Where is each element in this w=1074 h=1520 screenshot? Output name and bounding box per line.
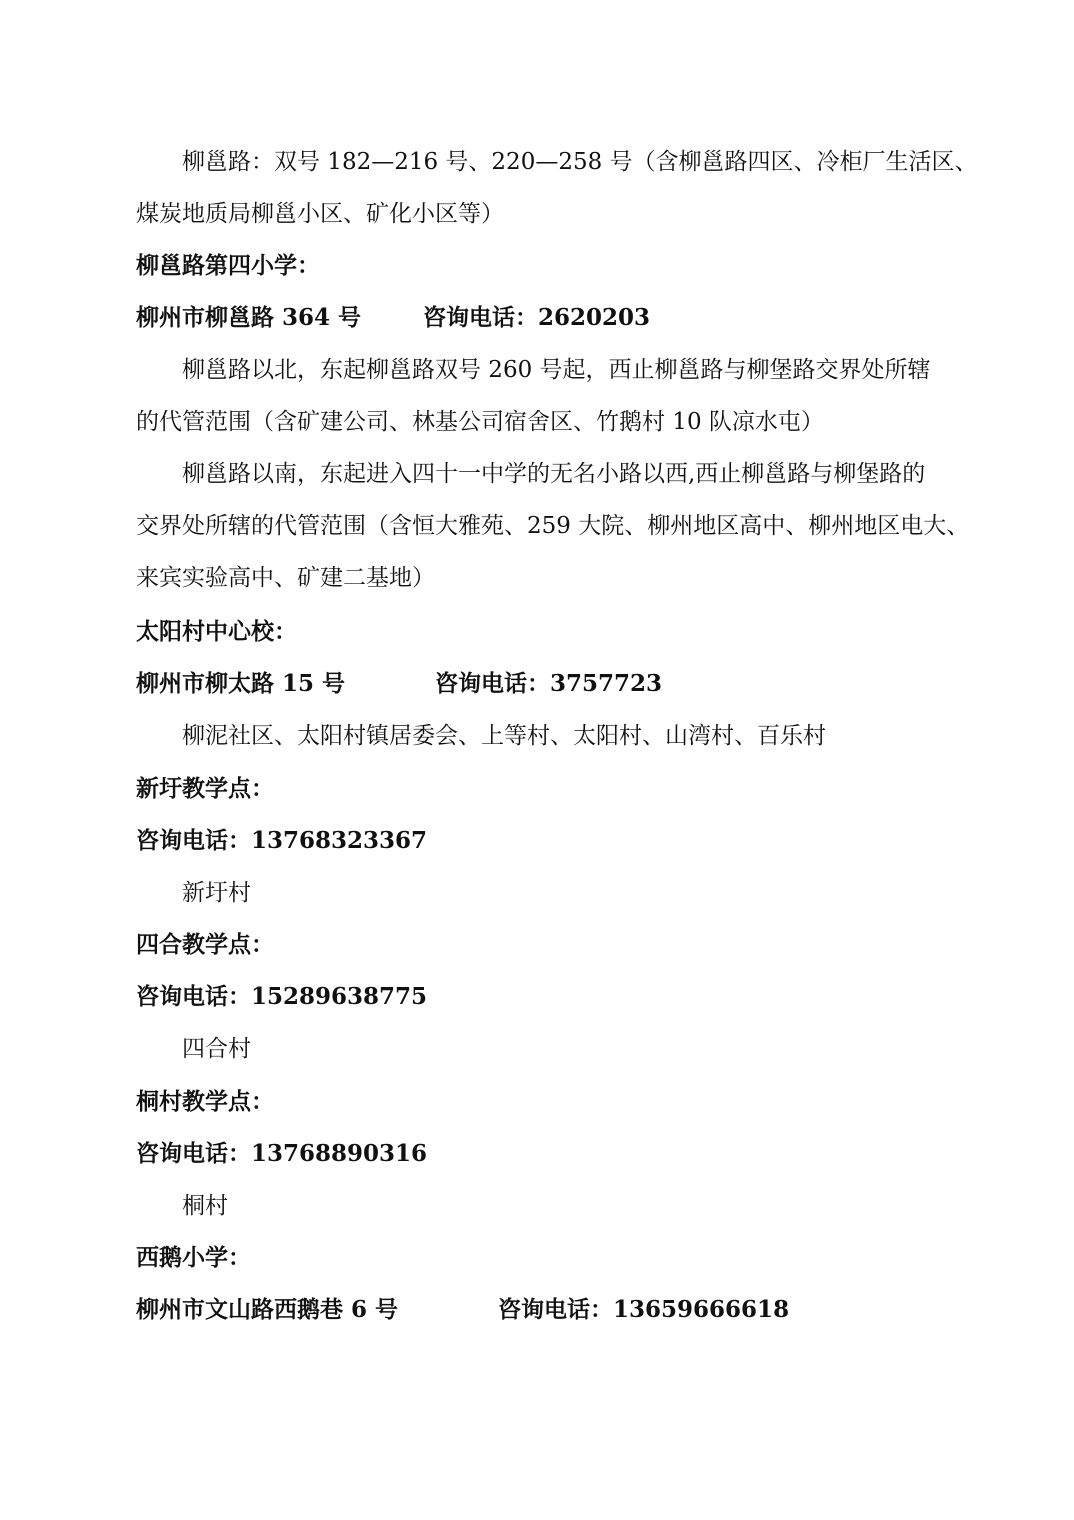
school-3-name: 西鹅小学： [136, 1244, 251, 1271]
school-1-phone: 咨询电话：2620203 [423, 304, 651, 331]
point-2-name: 四合教学点： [136, 931, 274, 958]
paragraph-1-line-1: 柳邕路：双号 182—216 号、220—258 号（含柳邕路四区、冷柜厂生活区、 [182, 149, 978, 175]
paragraph-1-line-2: 煤炭地质局柳邕小区、矿化小区等） [136, 201, 504, 227]
point-3-scope: 桐村 [182, 1193, 228, 1219]
point-1-scope: 新圩村 [182, 880, 251, 906]
school-3-address: 柳州市文山路西鹅巷 6 号 [136, 1296, 399, 1323]
school-3-contact [136, 1290, 956, 1330]
school-2-name: 太阳村中心校： [136, 618, 297, 645]
school-2-contact [136, 664, 956, 704]
point-3-name: 桐村教学点： [136, 1088, 274, 1115]
school-1-scope-1-line-2: 的代管范围（含矿建公司、林基公司宿舍区、竹鹅村 10 队凉水屯） [136, 409, 824, 435]
point-1-name: 新圩教学点： [136, 775, 274, 802]
school-2-address: 柳州市柳太路 15 号 [136, 670, 346, 697]
school-1-scope-2-line-2: 交界处所辖的代管范围（含恒大雅苑、259 大院、柳州地区高中、柳州地区电大、 [136, 513, 970, 539]
school-2-scope: 柳泥社区、太阳村镇居委会、上等村、太阳村、山湾村、百乐村 [182, 723, 826, 749]
school-3-phone: 咨询电话：13659666618 [498, 1296, 790, 1323]
point-2-phone: 咨询电话：15289638775 [136, 983, 428, 1010]
point-3-phone: 咨询电话：13768890316 [136, 1140, 428, 1167]
point-2-scope: 四合村 [182, 1036, 251, 1062]
school-2-phone: 咨询电话：3757723 [435, 670, 663, 697]
school-1-name: 柳邕路第四小学： [136, 252, 320, 279]
school-1-address: 柳州市柳邕路 364 号 [136, 304, 362, 331]
school-1-scope-1-line-1: 柳邕路以北，东起柳邕路双号 260 号起，西止柳邕路与柳堡路交界处所辖 [182, 357, 931, 383]
school-1-contact [136, 298, 956, 338]
school-1-scope-2-line-1: 柳邕路以南，东起进入四十一中学的无名小路以西,西止柳邕路与柳堡路的 [182, 461, 926, 487]
point-1-phone: 咨询电话：13768323367 [136, 827, 428, 854]
school-1-scope-2-line-3: 来宾实验高中、矿建二基地） [136, 565, 435, 591]
